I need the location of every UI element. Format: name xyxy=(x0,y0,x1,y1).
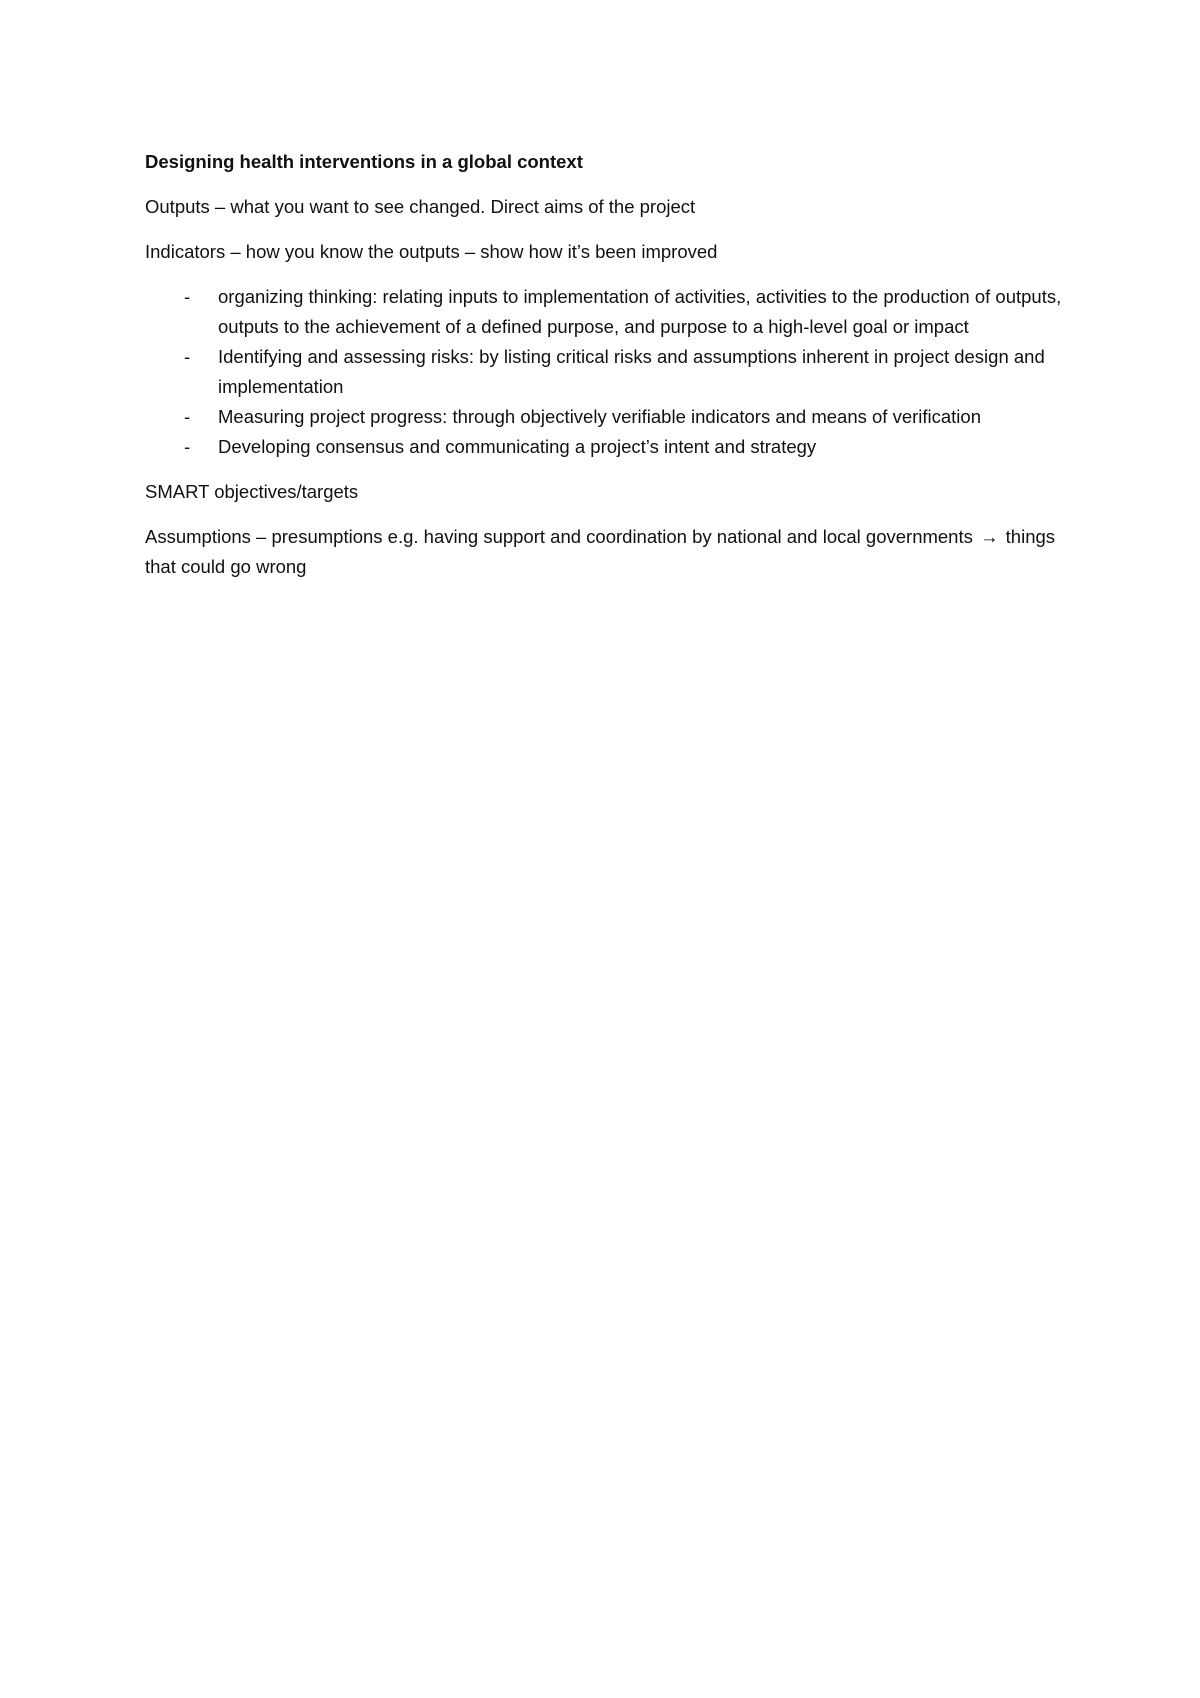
bullet-marker: - xyxy=(184,436,191,457)
document-body xyxy=(145,147,1075,597)
list-item-text: Identifying and assessing risks: by listing critical risks and assumptions inherent in project design and implementation xyxy=(218,346,1045,397)
assumptions-paragraph xyxy=(145,522,1075,582)
assumptions-consequence-text: things that could go wrong xyxy=(145,526,1056,577)
right-arrow-icon: → xyxy=(980,526,999,547)
indicators-paragraph: Indicators – how you know the outputs – show how it’s been improved xyxy=(145,241,718,262)
list-item xyxy=(145,402,1075,432)
list-item xyxy=(145,282,1075,342)
bullet-marker: - xyxy=(184,286,191,307)
list-item xyxy=(145,432,1075,462)
bullet-marker: - xyxy=(184,406,191,427)
bullet-marker: - xyxy=(184,346,191,367)
outputs-paragraph: Outputs – what you want to see changed. Direct aims of the project xyxy=(145,196,696,217)
logframe-uses-list xyxy=(145,282,1075,462)
list-item-text: organizing thinking: relating inputs to implementation of activities, activities to the production of outputs, outputs to the achievement of a defined purpose, and purpose to a high-level goal or impact xyxy=(218,286,1062,337)
list-item-text: Measuring project progress: through objectively verifiable indicators and means of verification xyxy=(218,406,981,427)
list-item xyxy=(145,342,1075,402)
smart-paragraph: SMART objectives/targets xyxy=(145,481,359,502)
assumptions-text: Assumptions – presumptions e.g. having support and coordination by national and local governments xyxy=(145,526,973,547)
list-item-text: Developing consensus and communicating a project’s intent and strategy xyxy=(218,436,817,457)
document-title: Designing health interventions in a global context xyxy=(145,151,583,172)
